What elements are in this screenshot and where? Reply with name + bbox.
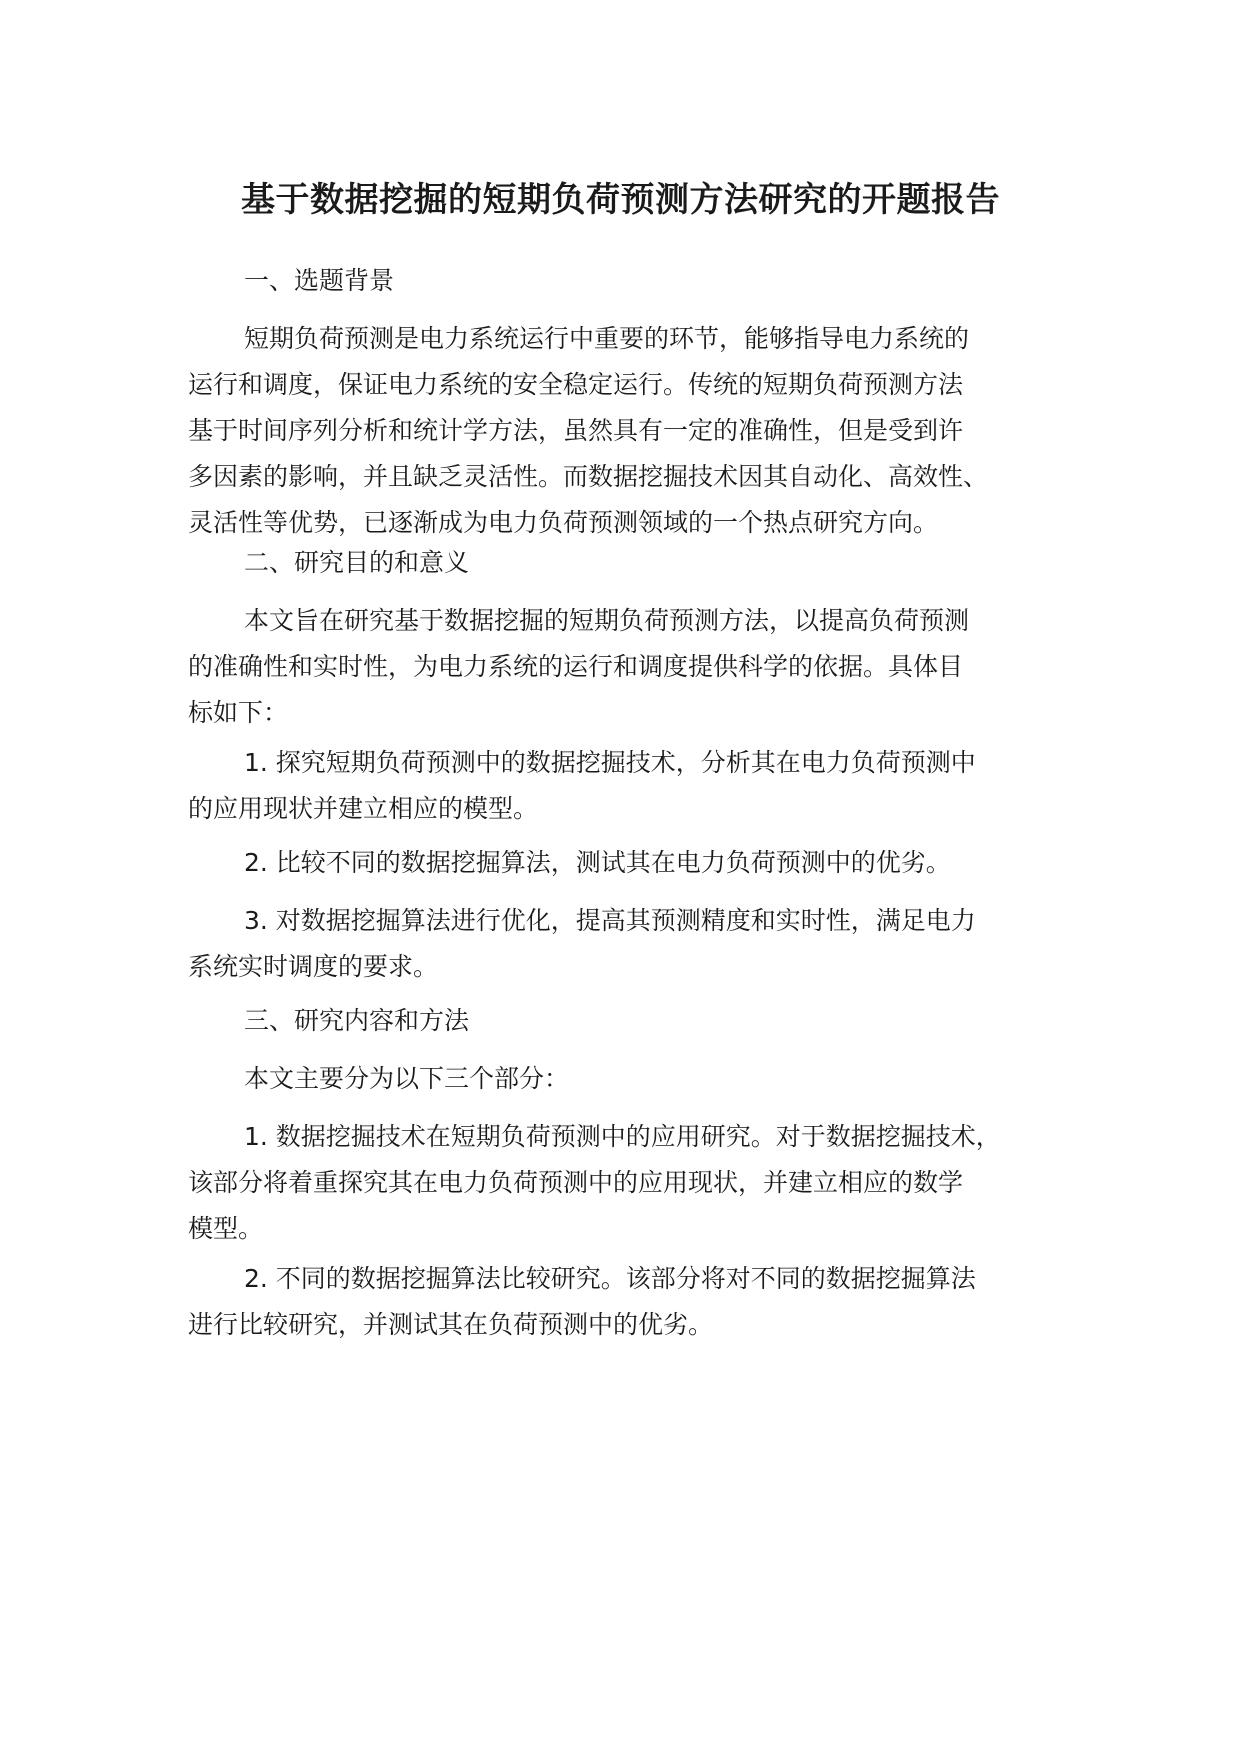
- paragraph-line: 的准确性和实时性，为电力系统的运行和调度提供科学的依据。具体目: [188, 652, 964, 681]
- paragraph-line: 2. 比较不同的数据挖掘算法，测试其在电力负荷预测中的优劣。: [244, 848, 951, 877]
- paragraph-line: 基于时间序列分析和统计学方法，虽然具有一定的准确性，但是受到许: [188, 416, 964, 445]
- paragraph-line: 短期负荷预测是电力系统运行中重要的环节，能够指导电力系统的: [244, 324, 970, 353]
- section-heading-background: [188, 258, 1078, 304]
- paragraph-line: 二、研究目的和意义: [244, 548, 470, 577]
- section-heading-purpose: [188, 540, 1078, 586]
- paragraph-line: 3. 对数据挖掘算法进行优化，提高其预测精度和实时性，满足电力: [244, 906, 976, 935]
- list-item-goal-3: [188, 898, 1078, 990]
- paragraph-line: 2. 不同的数据挖掘算法比较研究。该部分将对不同的数据挖掘算法: [244, 1264, 976, 1293]
- paragraph-line: 本文主要分为以下三个部分：: [244, 1064, 570, 1093]
- paragraph-line: 模型。: [188, 1214, 264, 1243]
- paragraph-line: 标如下：: [188, 698, 289, 727]
- paragraph-line: 运行和调度，保证电力系统的安全稳定运行。传统的短期负荷预测方法: [188, 370, 964, 399]
- paragraph-line: 1. 探究短期负荷预测中的数据挖掘技术，分析其在电力负荷预测中: [244, 748, 976, 777]
- paragraph-line: 系统实时调度的要求。: [188, 952, 439, 981]
- paragraph-line: 进行比较研究，并测试其在负荷预测中的优劣。: [188, 1310, 714, 1339]
- list-item-content-1: [188, 1114, 1078, 1252]
- paragraph-purpose: [188, 598, 1078, 736]
- paragraph-line: 一、选题背景: [244, 266, 395, 295]
- document-title: 基于数据挖掘的短期负荷预测方法研究的开题报告: [241, 180, 1000, 220]
- paragraph-background: [188, 316, 1078, 546]
- paragraph-line: 1. 数据挖掘技术在短期负荷预测中的应用研究。对于数据挖掘技术，: [244, 1122, 1001, 1151]
- paragraph-line: 该部分将着重探究其在电力负荷预测中的应用现状，并建立相应的数学: [188, 1168, 964, 1197]
- paragraph-content-intro: [188, 1056, 1078, 1102]
- paragraph-line: 三、研究内容和方法: [244, 1006, 470, 1035]
- list-item-goal-1: [188, 740, 1078, 832]
- paragraph-line: 多因素的影响，并且缺乏灵活性。而数据挖掘技术因其自动化、高效性、: [188, 462, 989, 491]
- section-heading-content: [188, 998, 1078, 1044]
- paragraph-line: 的应用现状并建立相应的模型。: [188, 794, 539, 823]
- paragraph-line: 本文旨在研究基于数据挖掘的短期负荷预测方法，以提高负荷预测: [244, 606, 970, 635]
- list-item-goal-2: [188, 840, 1078, 886]
- list-item-content-2: [188, 1256, 1078, 1348]
- paragraph-line: 灵活性等优势，已逐渐成为电力负荷预测领域的一个热点研究方向。: [188, 508, 939, 537]
